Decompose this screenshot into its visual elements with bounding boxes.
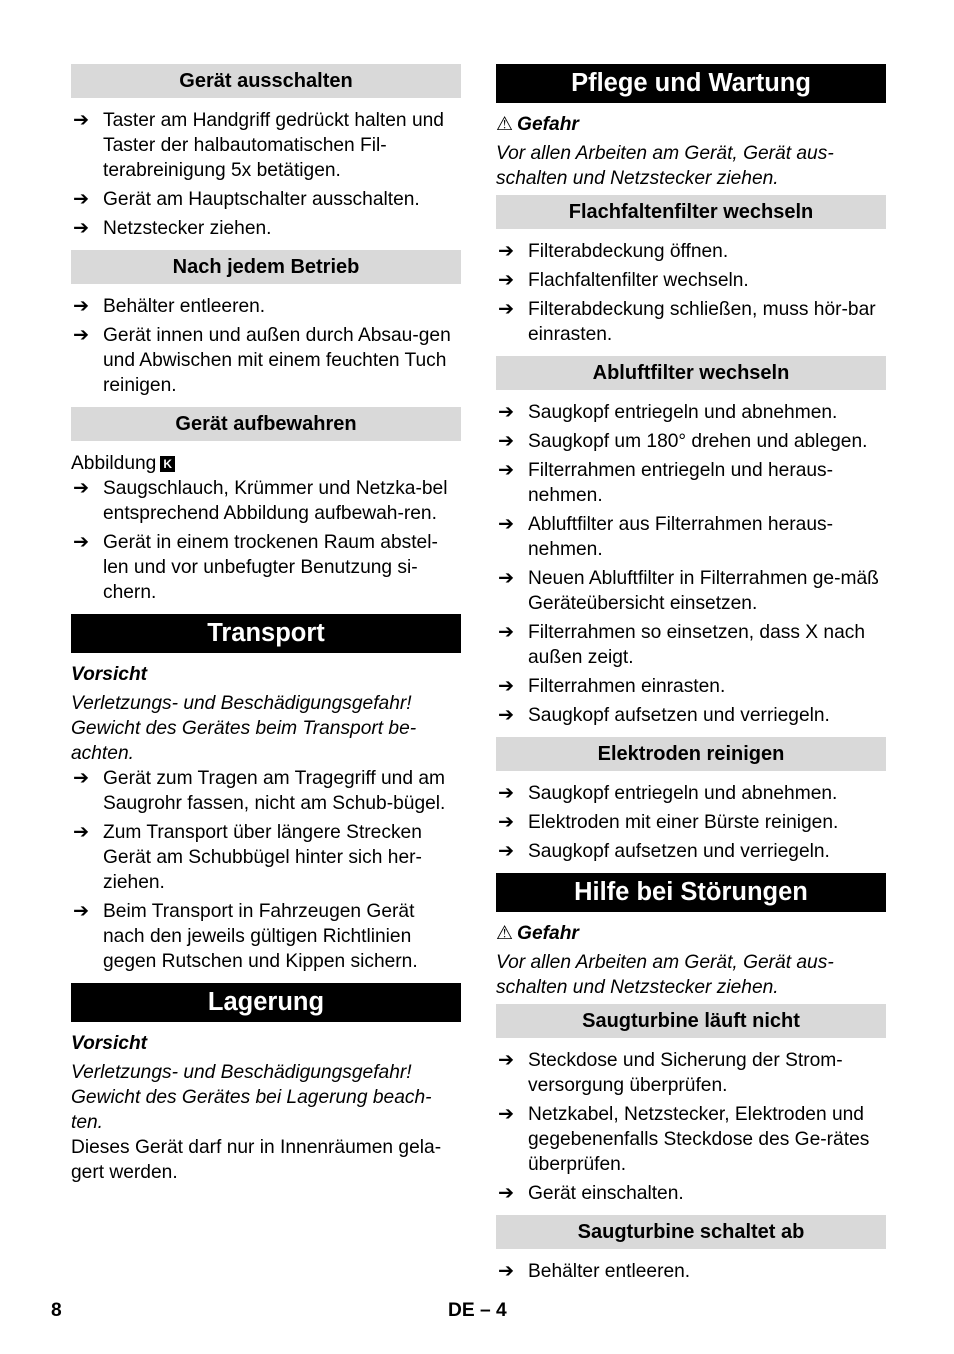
chapter-heading-transport: Transport bbox=[71, 614, 461, 653]
warning-triangle-icon: ⚠ bbox=[496, 923, 514, 944]
step-item: ➔ Filterrahmen so einsetzen, dass X nach außen zeigt. bbox=[498, 622, 866, 668]
step-item: ➔ Filterrahmen entriegeln und heraus-nehmen. bbox=[498, 460, 834, 506]
danger-text: Vor allen Arbeiten am Gerät, Gerät aus-schalten und Netzstecker ziehen. bbox=[496, 143, 834, 189]
step-item: ➔ Filterrahmen einrasten. bbox=[498, 676, 726, 697]
figure-letter-badge: K bbox=[160, 456, 175, 472]
section-heading-geraet-ausschalten: Gerät ausschalten bbox=[71, 64, 461, 98]
arrow-icon: ➔ bbox=[498, 812, 515, 833]
step-item: ➔ Elektroden mit einer Bürste reinigen. bbox=[498, 812, 839, 833]
chapter-heading-lagerung: Lagerung bbox=[71, 983, 461, 1022]
step-item: ➔ Flachfaltenfilter wechseln. bbox=[498, 270, 749, 291]
step-item: ➔ Filterabdeckung schließen, muss hör-bar einrasten. bbox=[498, 299, 876, 345]
danger-label: ⚠ Gefahr bbox=[496, 923, 579, 944]
section-heading-nach-jedem-betrieb: Nach jedem Betrieb bbox=[71, 250, 461, 284]
arrow-icon: ➔ bbox=[498, 622, 515, 643]
storage-note: Dieses Gerät darf nur in Innenräumen gela-gert werden. bbox=[71, 1137, 442, 1183]
step-item: ➔ Gerät am Hauptschalter ausschalten. bbox=[73, 189, 420, 210]
step-item: ➔ Behälter entleeren. bbox=[498, 1261, 691, 1282]
step-item: ➔ Beim Transport in Fahrzeugen Gerät nach den jeweils gültigen Richtlinien gegen Rutschen und Kippen sichern. bbox=[73, 901, 418, 972]
arrow-icon: ➔ bbox=[73, 822, 90, 843]
step-list bbox=[71, 766, 461, 974]
step-list bbox=[71, 476, 461, 605]
section-heading-abluftfilter: Abluftfilter wechseln bbox=[496, 356, 886, 390]
arrow-icon: ➔ bbox=[498, 514, 515, 535]
arrow-icon: ➔ bbox=[498, 299, 515, 320]
arrow-icon: ➔ bbox=[498, 783, 515, 804]
step-item: ➔ Saugkopf um 180° drehen und ablegen. bbox=[498, 431, 868, 452]
step-item: ➔ Saugkopf aufsetzen und verriegeln. bbox=[498, 841, 830, 862]
step-list bbox=[496, 1259, 886, 1284]
step-item: ➔ Neuen Abluftfilter in Filterrahmen ge-mäß Geräteübersicht einsetzen. bbox=[498, 568, 879, 614]
step-item: ➔ Saugkopf entriegeln und abnehmen. bbox=[498, 783, 838, 804]
chapter-heading-pflege-und-wartung: Pflege und Wartung bbox=[496, 64, 886, 103]
step-list bbox=[71, 108, 461, 241]
section-heading-geraet-aufbewahren: Gerät aufbewahren bbox=[71, 407, 461, 441]
step-item: ➔ Gerät in einem trockenen Raum abstel-len und vor unbefugter Benutzung si-chern. bbox=[73, 532, 438, 603]
step-item: ➔ Gerät zum Tragen am Tragegriff und am Saugrohr fassen, nicht am Schub-bügel. bbox=[73, 768, 446, 814]
section-heading-elektroden: Elektroden reinigen bbox=[496, 737, 886, 771]
step-item: ➔ Behälter entleeren. bbox=[73, 296, 266, 317]
page-number: 8 bbox=[51, 1300, 62, 1321]
danger-text: Vor allen Arbeiten am Gerät, Gerät aus-schalten und Netzstecker ziehen. bbox=[496, 952, 834, 998]
caution-text: Verletzungs- und Beschädigungsgefahr! Gewicht des Gerätes bei Lagerung beach-ten. bbox=[71, 1062, 432, 1133]
arrow-icon: ➔ bbox=[498, 402, 515, 423]
step-list bbox=[496, 400, 886, 728]
arrow-icon: ➔ bbox=[498, 241, 515, 262]
danger-label: ⚠ Gefahr bbox=[496, 114, 579, 135]
section-heading-flachfaltenfilter: Flachfaltenfilter wechseln bbox=[496, 195, 886, 229]
arrow-icon: ➔ bbox=[498, 568, 515, 589]
step-item: ➔ Taster am Handgriff gedrückt halten und Taster der halbautomatischen Fil-terabreinigung 5x betätigen. bbox=[73, 110, 444, 181]
arrow-icon: ➔ bbox=[498, 270, 515, 291]
left-column bbox=[71, 64, 461, 1185]
arrow-icon: ➔ bbox=[498, 1050, 515, 1071]
arrow-icon: ➔ bbox=[498, 705, 515, 726]
caution-text: Verletzungs- und Beschädigungsgefahr! Gewicht des Gerätes beim Transport be-achten. bbox=[71, 693, 417, 764]
caution-label: Vorsicht bbox=[71, 1033, 148, 1054]
arrow-icon: ➔ bbox=[73, 325, 90, 346]
warning-triangle-icon: ⚠ bbox=[496, 114, 514, 135]
caution-label: Vorsicht bbox=[71, 664, 148, 685]
step-item: ➔ Netzstecker ziehen. bbox=[73, 218, 272, 239]
right-column bbox=[496, 64, 886, 1284]
arrow-icon: ➔ bbox=[73, 532, 90, 553]
arrow-icon: ➔ bbox=[498, 460, 515, 481]
arrow-icon: ➔ bbox=[73, 110, 90, 131]
arrow-icon: ➔ bbox=[498, 431, 515, 452]
arrow-icon: ➔ bbox=[73, 218, 90, 239]
step-item: ➔ Abluftfilter aus Filterrahmen heraus-nehmen. bbox=[498, 514, 833, 560]
step-item: ➔ Gerät innen und außen durch Absau-gen und Abwischen mit einem feuchten Tuch reinigen. bbox=[73, 325, 451, 396]
step-item: ➔ Saugkopf aufsetzen und verriegeln. bbox=[498, 705, 830, 726]
step-item: ➔ Saugkopf entriegeln und abnehmen. bbox=[498, 402, 838, 423]
chapter-heading-hilfe-bei-stoerungen: Hilfe bei Störungen bbox=[496, 873, 886, 912]
step-item: ➔ Netzkabel, Netzstecker, Elektroden und gegebenenfalls Steckdose des Ge-rätes überprüfen. bbox=[498, 1104, 870, 1175]
step-item: ➔ Saugschlauch, Krümmer und Netzka-bel entsprechend Abbildung aufbewah-ren. bbox=[73, 478, 448, 524]
arrow-icon: ➔ bbox=[498, 841, 515, 862]
step-list bbox=[496, 1048, 886, 1206]
step-item: ➔ Filterabdeckung öffnen. bbox=[498, 241, 729, 262]
arrow-icon: ➔ bbox=[73, 478, 90, 499]
arrow-icon: ➔ bbox=[73, 296, 90, 317]
page-label: DE – 4 bbox=[448, 1300, 507, 1321]
arrow-icon: ➔ bbox=[498, 1261, 515, 1282]
figure-reference: Abbildung K bbox=[71, 451, 461, 476]
step-item: ➔ Zum Transport über längere Strecken Gerät am Schubbügel hinter sich her-ziehen. bbox=[73, 822, 422, 893]
section-heading-saugturbine-schaltet-ab: Saugturbine schaltet ab bbox=[496, 1215, 886, 1249]
step-list bbox=[496, 781, 886, 864]
step-item: ➔ Gerät einschalten. bbox=[498, 1183, 684, 1204]
section-heading-saugturbine-laeuft-nicht: Saugturbine läuft nicht bbox=[496, 1004, 886, 1038]
arrow-icon: ➔ bbox=[498, 1183, 515, 1204]
arrow-icon: ➔ bbox=[498, 1104, 515, 1125]
step-item: ➔ Steckdose und Sicherung der Strom-versorgung überprüfen. bbox=[498, 1050, 843, 1096]
arrow-icon: ➔ bbox=[498, 676, 515, 697]
arrow-icon: ➔ bbox=[73, 901, 90, 922]
arrow-icon: ➔ bbox=[73, 189, 90, 210]
step-list bbox=[71, 294, 461, 398]
step-list bbox=[496, 239, 886, 347]
arrow-icon: ➔ bbox=[73, 768, 90, 789]
